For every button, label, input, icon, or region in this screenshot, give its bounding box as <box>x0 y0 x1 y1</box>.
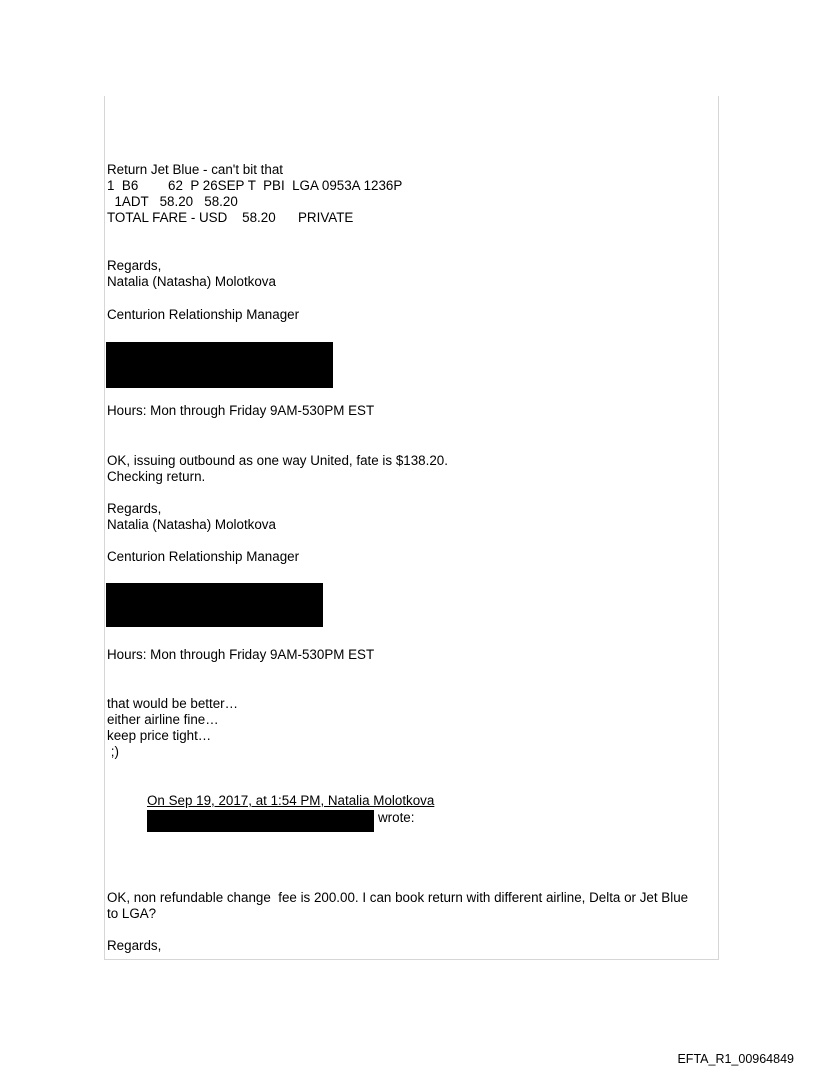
total-fare: TOTAL FARE - USD 58.20 PRIVATE <box>107 210 354 225</box>
regards-2: Regards, <box>107 501 162 516</box>
reply-either: either airline fine… <box>107 712 219 727</box>
nonrefund-line-2: to LGA? <box>107 906 157 921</box>
signature-name-1: Natalia (Natasha) Molotkova <box>107 274 276 289</box>
document-id: EFTA_R1_00964849 <box>677 1052 794 1066</box>
issuing-outbound: OK, issuing outbound as one way United, fate is $138.20. <box>107 453 448 468</box>
hours-1: Hours: Mon through Friday 9AM-530PM EST <box>107 403 375 418</box>
reply-wink: ;) <box>107 744 119 759</box>
regards-3: Regards, <box>107 938 162 953</box>
redaction-block <box>106 342 333 388</box>
signature-name-2: Natalia (Natasha) Molotkova <box>107 517 276 532</box>
quote-header: On Sep 19, 2017, at 1:54 PM, Natalia Molotkova <box>147 793 435 808</box>
quote-wrote: wrote: <box>378 810 415 825</box>
reply-keep: keep price tight… <box>107 728 212 743</box>
regards-1: Regards, <box>107 258 162 273</box>
signature-title-1: Centurion Relationship Manager <box>107 307 300 322</box>
redaction-block <box>106 583 323 627</box>
redaction-block <box>147 810 374 832</box>
flight-segment: 1 B6 62 P 26SEP T PBI LGA 0953A 1236P <box>107 178 403 193</box>
checking-return: Checking return. <box>107 469 206 484</box>
nonrefund-line-1: OK, non refundable change fee is 200.00. I can book return with different airline, Delta or Jet Blue <box>107 890 689 905</box>
return-header: Return Jet Blue - can't bit that <box>107 162 283 177</box>
hours-2: Hours: Mon through Friday 9AM-530PM EST <box>107 647 375 662</box>
fare-line: 1ADT 58.20 58.20 <box>107 194 238 209</box>
reply-better: that would be better… <box>107 696 239 711</box>
signature-title-2: Centurion Relationship Manager <box>107 549 300 564</box>
